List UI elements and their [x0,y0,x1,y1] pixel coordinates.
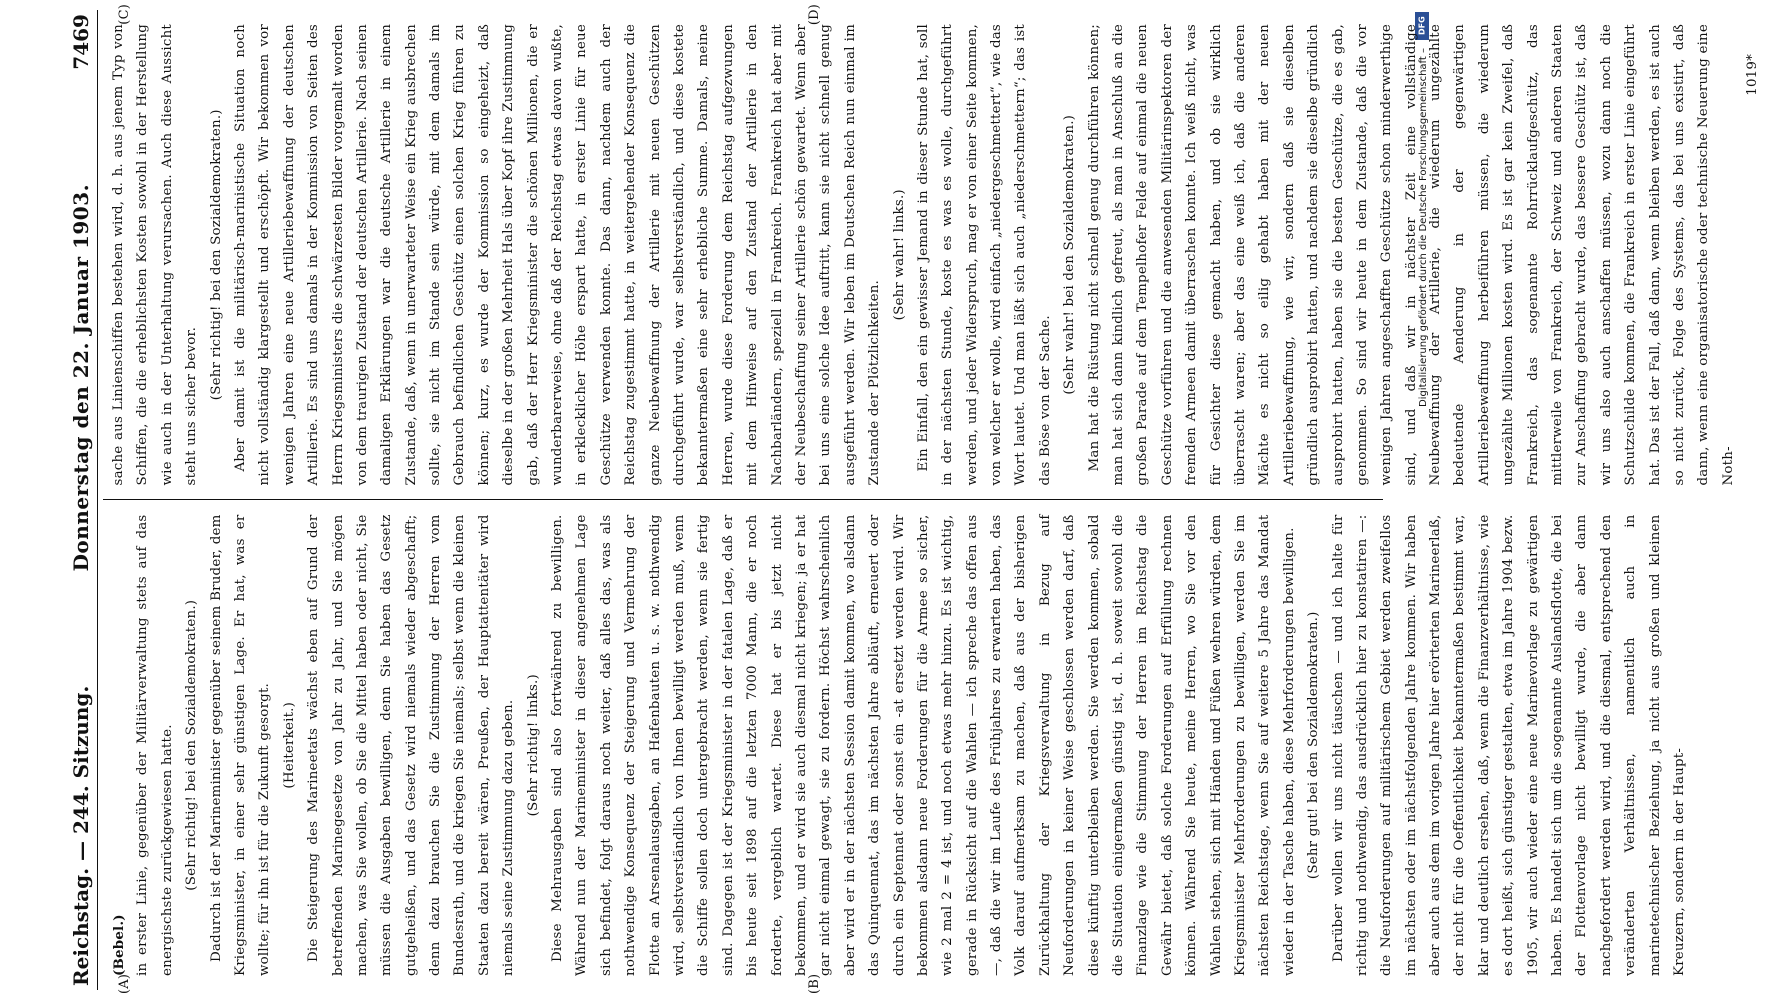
margin-mark-b: (B) [807,973,822,994]
sheet-signature: 1019* [1745,54,1761,96]
paragraph: Darüber wollen wir uns nicht täuschen — und ich halte für richtig und nothwendig, das ausdrücklich hier zu konstatiren —: die Neuforderungen auf militärischem Gebiet werden zweifellos im nächsten oder im nächstfolgenden Jahre kommen. Wir haben aber auch aus dem im vorigen Jahre hier erörterten Marineerlaß, der nicht für die Oeffentlichkeit bekanntermaßen bestimmt war, klar und deutlich ersehen, daß, wenn die Finanzverhältnisse, wie es dort heißt, sich günstiger gestalten, etwa im Jahre 1904 bezw. 1905, wir auch wieder eine neue Marinevorlage zu gewärtigen haben. Es handelt sich um die sogenannte Auslandsflotte, die bei der Flottenvorlage nicht bewilligt wurde, die aber dann nachgefordert werden wird, und die diesmal, entsprechend den veränderten Verhältnissen, namentlich auch in marinetechnischer Beziehung, ja nicht aus großen und kleinen Kreuzern, sondern in der Haupt- [1330,514,1687,976]
running-head [63,10,98,990]
digitization-note: Digitalisierung gefördert durch die Deutsche Forschungsgemeinschaft – [1418,48,1429,408]
interjection: (Sehr wahr! links.) [891,189,907,321]
paragraph: Aber damit ist die militärisch-marinistische Situation noch nicht vollständig klargestellt und erschöpft. Wir bekommen vor wenigen Jahren eine neue Artilleriebewaffnung der deutschen Artillerie. Es sind uns damals in der Kommission von Seiten des Herrn Kriegsministers die schwärzesten Bilder vorgemalt worden von dem traurigen Zustand der deutschen Artillerie. Nach seinen damaligen Erklärungen war die deutsche Artillerie in einem Zustande, daß, wenn in unerwarteter Weise ein Krieg ausbrechen sollte, sie nicht im Stande sein würde, mit dem damals im Gebrauch befindlichen Geschütz einen solchen Krieg führen zu können; kurz, es wurde der Kommission so eingeheizt, daß dieselbe in der großen Mehrheit Hals über Kopf ihre Zustimmung gab, daß der Herr Kriegsminister die schönen Millionen, die er wunderbarerweise, ohne daß der Reichstag etwas davon wußte, in erklecklicher Höhe erspart hatte, in erster Linie für neue Geschütze verwenden konnte. Das dann, nachdem auch der Reichstag zugestimmt hatte, in weitergehender Konsequenz die ganze Neubewaffnung der Artillerie mit neuen Geschützen durchgeführt wurde, war selbstverständlich, und diese kostete bekanntermaßen eine sehr erhebliche Summe. Damals, meine Herren, wurde diese Forderung dem Reichstag aufgezwungen mit dem Hinweise auf den Zustand der Artillerie in den Nachbarländern, speziell in Frankreich. Frankreich hat aber mit der Neubeschaffung seiner Artillerie schön gewartet. Wenn aber bei uns eine solche Idee auftritt, kann sie nicht schnell genug ausgeführt werden. Wir leben im Deutschen Reich nun einmal im Zustande der Plötzlichkeiten. [232,24,883,486]
margin-mark-a: (A) [117,973,132,994]
paragraph: Diese Mehrausgaben sind also fortwährend zu bewilligen. Während nun der Marineminister in dieser angenehmen Lage sich befindet, folgt daraus noch weiter, daß alles das, was als nothwendige Konsequenz der Steigerung und Vermehrung der Flotte an Arsenalausgaben, an Hafenbauten u. s. w. nothwendig wird, selbstverständlich von Ihnen bewilligt werden muß, wenn die Schiffe sollen doch untergebracht werden, wenn sie fertig sind. Dagegen ist der Kriegsminister in der fatalen Lage, daß er bis heute seit 1898 auf die letzten 7000 Mann, die er noch forderte, vergeblich wartet. Diese hat er bis jetzt nicht bekommen, und er wird sie auch diesmal nicht kriegen; ja er hat gar nicht einmal gewagt, sie zu fordern. Höchst wahrscheinlich aber wird er in der nächsten Session damit kommen, wo alsdann das Quinquennat, das im nächsten Jahre abläuft, erneuert oder durch ein Septennat oder sonst ein -at ersetzt werden wird. Wir bekommen alsdann neue Forderungen für die Armee so sicher, wie 2 mal 2 = 4 ist, und noch etwas mehr hinzu. Es ist wichtig, gerade in Rücksicht auf die Wahlen — ich spreche das offen aus —, daß die wir im Laufe des Frühjahres zu erwarten haben, das Volk darauf aufmerksam zu machen, daß aus der bisherigen Zurückhaltung der Kriegsverwaltung in Bezug auf Neuforderungen in keiner Weise geschlossen werden darf, daß diese künftig unterbleiben werden. Sie werden kommen, sobald die Situation einigermaßen günstig ist, d. h. soweit sowohl die Finanzlage wie die Stimmung der Herren im Reichstag die Gewähr bietet, daß solche Forderungen auf Erfüllung rechnen können. Während Sie heute, meine Herren, wo Sie vor den Wahlen stehen, sich mit Händen und Füßen wehren würden, dem Kriegsminister Mehrforderungen zu bewilligen, werden Sie im nächsten Reichstage, wenn Sie auf weitere 5 Jahre das Mandat wieder in der Tasche haben, diese Mehrforderungen bewilligen. [550,514,1297,976]
page-number: 7469 [69,14,93,70]
interjection: (Sehr richtig! bei den Sozialdemokraten.) [208,109,224,401]
paragraph: in erster Linie, gegenüber der Militärverwaltung stets auf das energischste zurückgewiesen hatte. [135,514,175,976]
speaker-name: (Bebel.) [111,914,127,976]
paragraph: Die Steigerung des Marineetats wächst eben auf Grund der betreffenden Marinegesetze von Jahr zu Jahr, und Sie mögen machen, was Sie wollen, ob Sie die Mittel haben oder nicht, Sie müssen die Ausgaben bewilligen, denn Sie haben das Gesetz gutgeheißen, und das Gesetz wird niemals wieder abgeschafft; denn dazu brauchen Sie die Zustimmung der Herren vom Bundesrath, und die kriegen Sie niemals; selbst wenn die kleinen Staaten dazu bereit wären, Preußen, der Hauptattentäter wird niemals seine Zustimmung dazu geben. [306,514,517,976]
interjection: (Sehr richtig! links.) [525,674,541,817]
dfg-logo-icon: DFG [1415,12,1429,40]
header-left: Reichstag. — 244. Sitzung. [69,685,93,986]
paragraph: sache aus Linienschiffen bestehen wird, d. h. aus jenem Typ von Schiffen, die die erheblichsten Kosten sowohl in der Herstellung wie auch in der Unterhaltung verursachen. Auch diese Aussicht steht uns sicher bevor. [111,24,200,486]
interjection: (Sehr wahr! bei den Sozialdemokraten.) [1062,114,1078,395]
paragraph: Man hat die Rüstung nicht schnell genug durchführen können; man hat sich dann kindlich gefreut, als man in Anschluß an die großen Parade auf dem Tempelhofer Felde auf einmal die neuen Geschütze vorführen und die anwesenden Militärinspektoren der fremden Armeen damit überraschen konnte. Ich weiß nicht, was für Gesichter diese gemacht haben, und ob sie wirklich überrascht waren; aber das eine weiß ich, daß die anderen Mächte es nicht so eilig gehabt haben mit der neuen Artilleriebewaffnung, wie wir, sondern daß sie dieselben gründlich ausprobirt hatten, und nachdem sie dieselbe gründlich ausprobirt hatten, haben sie die besten Geschütze, die es gab, genommen. So sind wir heute in dem Zustande, daß die vor wenigen Jahren angeschafften Geschütze schon minderwerthige sind, und daß wir in nächster Zeit eine vollständige Neubewaffnung der Artillerie, die wiederum ungezählte bedeutende Aenderung in der gegenwärtigen Artilleriebewaffnung herbeiführen müssen, die wiederum ungezählte Millionen kosten wird. Es ist gar kein Zweifel, daß Frankreich, das sogenannte Rohrrücklaufgeschütz, das mittlerweile von Frankreich, der Schweiz und anderen Staaten zur Anschaffung gebracht wurde, das bessere Geschütz ist, daß wir uns also auch anschaffen müssen, wozu dann noch die Schutzschilde kommen, die Frankreich in erster Linie eingeführt hat. Das ist der Fall, daß dann, wenn bleiben werden, es ist auch so nicht zurück, Folge des Systems, das bei uns existirt, daß dann, wenn eine organisatorische oder technische Neuerung eine Noth- [1086,24,1736,486]
paragraph: Ein Einfall, den ein gewisser Jemand in dieser Stunde hat, soll in der nächsten Stunde, koste es was es wolle, durchgeführt werden, und jeder Widerspruch, mag er von einer Seite kommen, von welcher er wolle, wird einfach „niedergeschmettert“, wie das Wort lautet. Und man läßt sich auch „niederschmettern“; das ist das Böse von der Sache. [915,24,1053,486]
column-left [103,501,1687,994]
margin-mark-d: (D) [807,4,822,26]
paragraph: Dadurch ist der Marineminister gegenüber seinem Bruder, dem Kriegsminister, in einer sehr günstigen Lage. Er hat, was er wollte; für ihn ist für die Zukunft gesorgt. [208,514,273,976]
header-date: Donnerstag den 22. Januar 1903. [69,183,93,572]
interjection: (Sehr richtig! bei den Sozialdemokraten.) [184,599,200,891]
interjection: (Heiterkeit.) [281,701,297,789]
interjection: (Sehr gut! bei den Sozialdemokraten.) [1306,611,1322,880]
margin-mark-c: (C) [117,4,132,25]
